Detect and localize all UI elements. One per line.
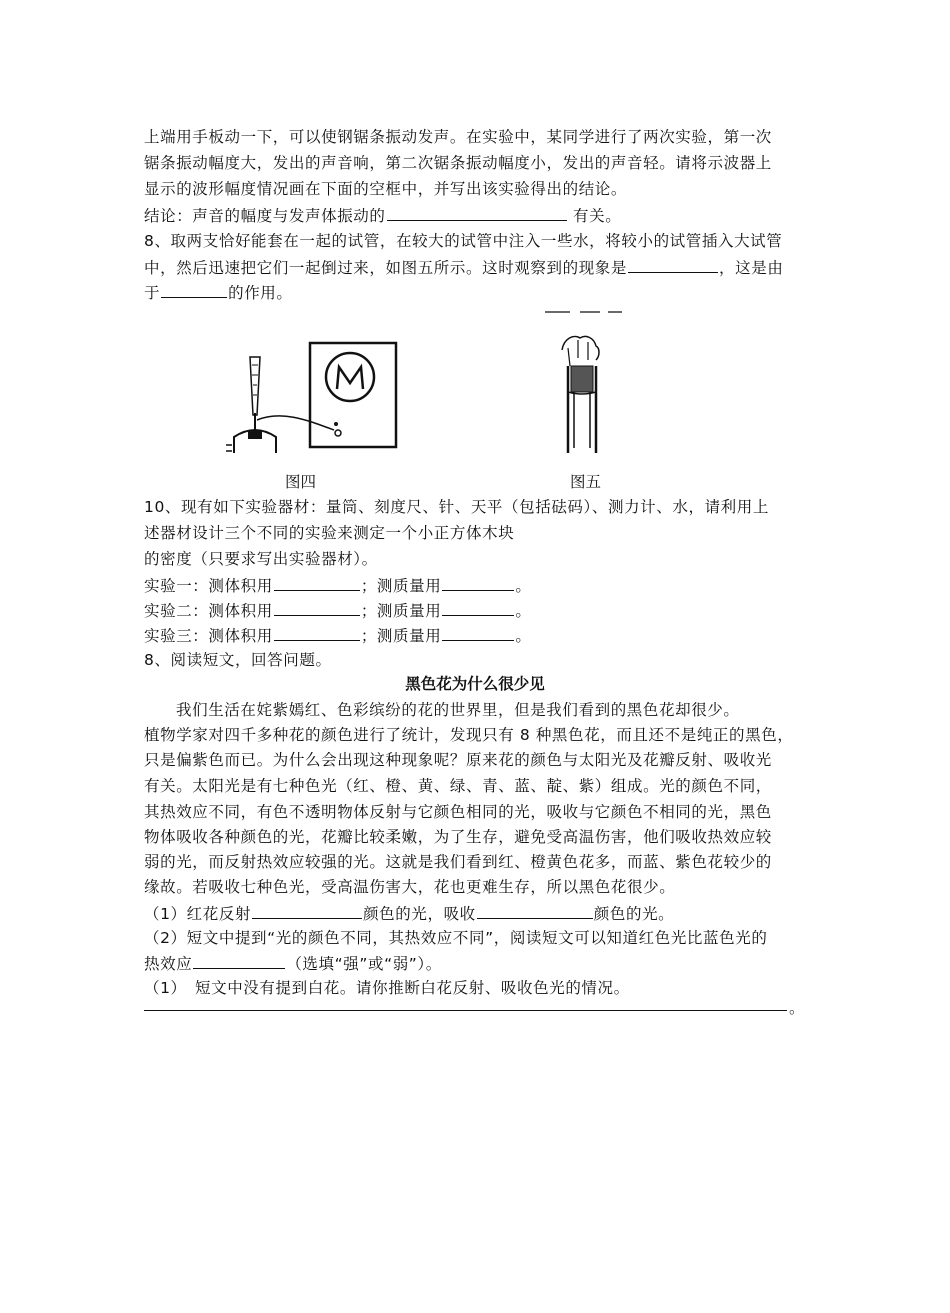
- text-segment: ；测质量用: [360, 577, 442, 595]
- answer-blank[interactable]: [442, 575, 514, 591]
- figure-5-caption: 图五: [570, 473, 602, 491]
- question-8b-line: 8、阅读短文，回答问题。: [144, 651, 332, 669]
- experiment-2-line: [144, 600, 531, 621]
- text-segment: 实验二：测体积用: [144, 602, 273, 620]
- text-segment: （1）红花反射: [144, 905, 252, 923]
- text-segment: 颜色的光，吸收: [363, 905, 476, 923]
- article-line: 弱的光，而反射热效应较强的光。这就是我们看到红、橙黄色花多，而蓝、紫色花较少的: [144, 853, 772, 871]
- article-line: 植物学家对四千多种花的颜色进行了统计，发现只有 8 种黑色花，而且还不是纯正的黑色，: [144, 726, 794, 744]
- conclusion-label: 结论：声音的幅度与发声体振动的: [144, 207, 386, 225]
- text-line: [144, 282, 293, 303]
- question-10-line: 10、现有如下实验器材：量筒、刻度尺、针、天平（包括砝码）、测力计、水，请利用上: [144, 498, 769, 516]
- sub-question-2-cont: [144, 953, 442, 974]
- conclusion-line: [144, 205, 621, 226]
- experiment-3-line: [144, 625, 531, 646]
- text-segment: 。: [515, 602, 532, 620]
- text-line: [144, 257, 783, 278]
- question-8-line: 8、取两支恰好能套在一起的试管，在较大的试管中注入一些水，将较小的试管插入大试管: [144, 232, 783, 250]
- text-segment: ；测质量用: [360, 602, 442, 620]
- text-segment: 实验三：测体积用: [144, 627, 273, 645]
- text-segment: ；测质量用: [360, 627, 442, 645]
- experiment-1-line: [144, 575, 531, 596]
- figure-4-caption: 图四: [285, 473, 317, 491]
- answer-blank[interactable]: [274, 600, 360, 616]
- figure-4-oscilloscope: [222, 325, 402, 455]
- text-segment: 实验一：测体积用: [144, 577, 273, 595]
- text-segment: 于: [144, 284, 161, 302]
- article-line: 缘故。若吸收七种色光，受高温伤害大，花也更难生存，所以黑色花很少。: [144, 878, 676, 896]
- answer-blank[interactable]: [252, 903, 362, 919]
- answer-blank[interactable]: [274, 625, 360, 641]
- text-segment: 热效应: [144, 955, 193, 973]
- text-segment: ，这是由: [719, 259, 784, 277]
- article-paragraph: 我们生活在姹紫嫣红、色彩缤纷的花的世界里，但是我们看到的黑色花却很少。: [176, 701, 740, 719]
- text-line: 显示的波形幅度情况画在下面的空框中，并写出该实验得出的结论。: [144, 180, 628, 198]
- answer-blank[interactable]: [442, 625, 514, 641]
- answer-blank[interactable]: [274, 575, 360, 591]
- text-segment: 的作用。: [228, 284, 293, 302]
- text-segment: 。: [515, 577, 532, 595]
- answer-blank[interactable]: [193, 953, 285, 969]
- text-line: 述器材设计三个不同的实验来测定一个小正方体木块: [144, 524, 515, 542]
- answer-blank[interactable]: [477, 903, 593, 919]
- text-line: 的密度（只要求写出实验器材）。: [144, 550, 378, 568]
- answer-blank[interactable]: [161, 282, 227, 298]
- text-line: 上端用手板动一下，可以使钢锯条振动发声。在实验中，某同学进行了两次实验，第一次: [144, 128, 772, 146]
- sub-question-3: （1） 短文中没有提到白花。请你推断白花反射、吸收色光的情况。: [144, 979, 630, 997]
- answer-blank[interactable]: [442, 600, 514, 616]
- answer-blank[interactable]: [387, 205, 567, 221]
- article-title: 黑色花为什么很少见: [405, 675, 545, 693]
- sub-question-1: [144, 903, 674, 924]
- text-segment: （选填“强”或“弱”）。: [286, 955, 442, 973]
- article-line: 物体吸收各种颜色的光，花瓣比较柔嫩，为了生存，避免受高温伤害，他们吸收热效应较: [144, 828, 772, 846]
- sub-question-2: （2）短文中提到“光的颜色不同，其热效应不同”，阅读短文可以知道红色光比蓝色光的: [144, 929, 768, 947]
- text-segment: 中，然后迅速把它们一起倒过来，如图五所示。这时观察到的现象是: [144, 259, 628, 277]
- article-line: 有关。太阳光是有七种色光（红、橙、黄、绿、青、蓝、靛、紫）组成。光的颜色不同，: [144, 777, 772, 795]
- text-segment: 。: [515, 627, 532, 645]
- text-segment: 颜色的光。: [593, 905, 675, 923]
- article-line: 只是偏紫色而已。为什么会出现这种现象呢？原来花的颜色与太阳光及花瓣反射、吸收光: [144, 751, 772, 769]
- answer-blank[interactable]: [628, 257, 718, 273]
- figure-5-test-tubes: [540, 308, 630, 458]
- answer-line[interactable]: [144, 1010, 787, 1011]
- conclusion-suffix: 有关。: [567, 207, 622, 225]
- answer-line-end: 。: [789, 999, 805, 1017]
- article-line: 其热效应不同，有色不透明物体反射与它颜色相同的光，吸收与它颜色不相同的光，黑色: [144, 803, 772, 821]
- text-line: 锯条振动幅度大，发出的声音响，第二次锯条振动幅度小，发出的声音轻。请将示波器上: [144, 154, 772, 172]
